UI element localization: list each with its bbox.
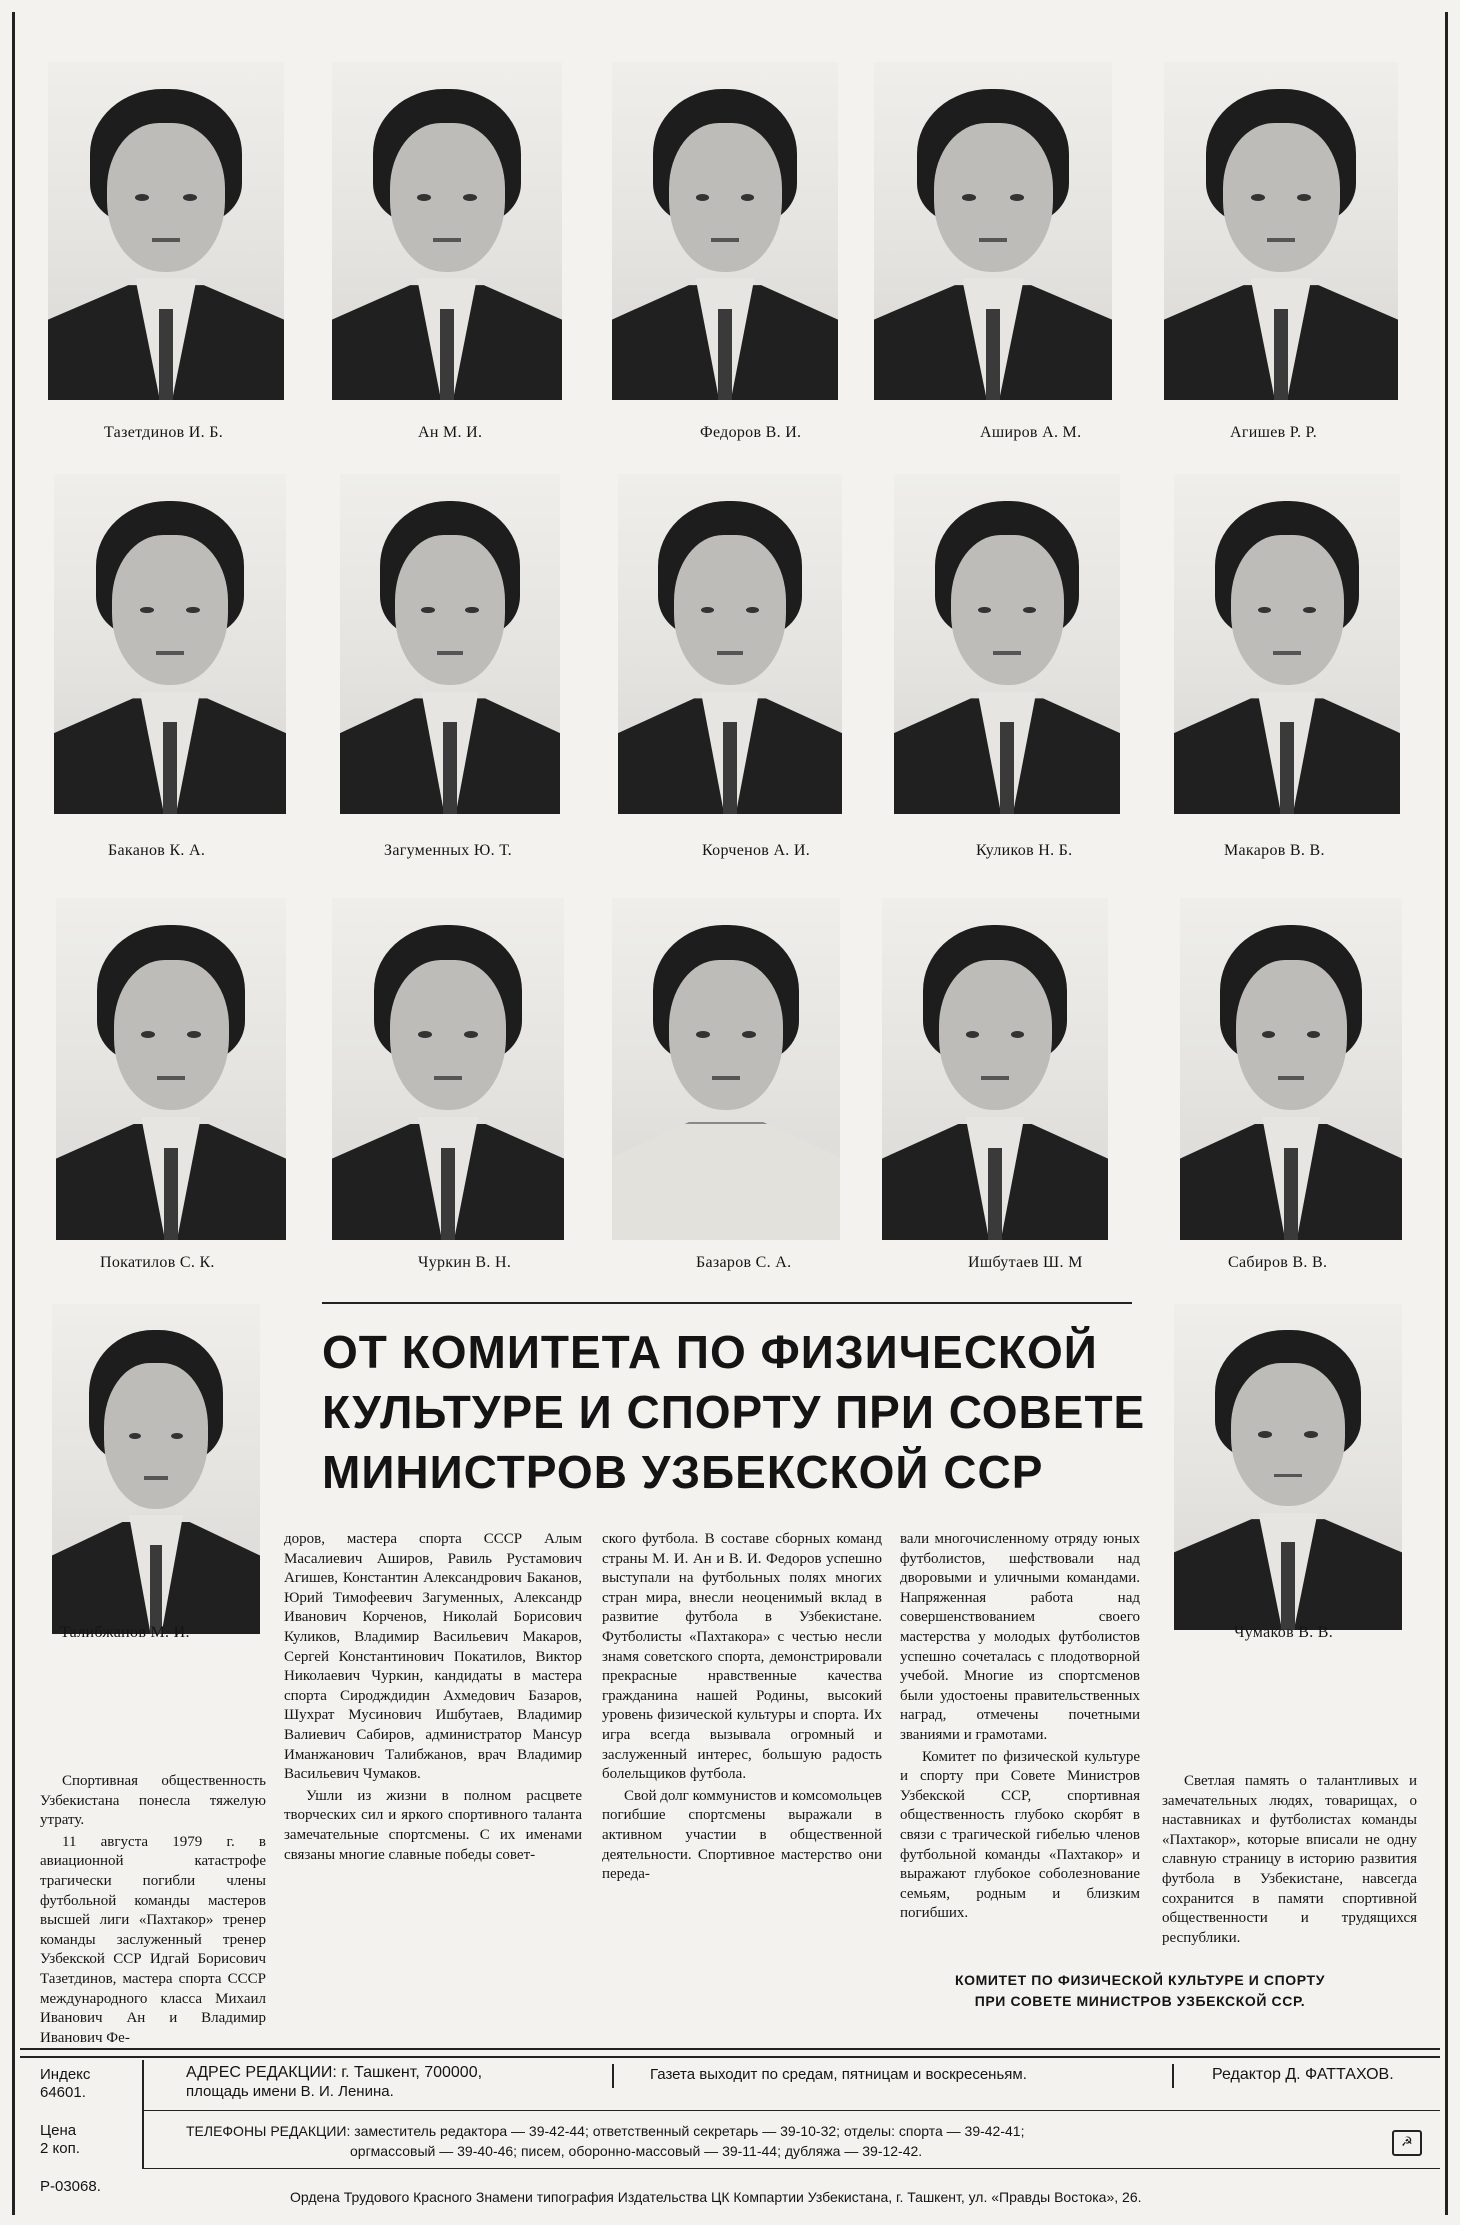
headline-line-3: МИНИСТРОВ УЗБЕКСКОЙ ССР: [322, 1446, 1044, 1498]
footer-divider: [612, 2064, 614, 2088]
article-column-2: [284, 1530, 582, 1867]
index-value: 64601.: [40, 2084, 86, 2101]
article-paragraph: ского футбола. В составе сборных команд страны М. И. Ан и В. И. Федоров успешно выступали на футбольных полях многих стран мира, внесли неоценимый вклад в развитие футбола в Узбекистане. Футболисты «Пахтакора» с честью несли знамя советского спорта, демонстрировали прекрасные нравственные качества гражданина нашей Родины, высокий уровень физической культуры и спорта. Их игра всегда вызывала огромный и заслуженный интерес, большую радость болельщиков футбола.: [602, 1531, 882, 1783]
portrait-caption: Агишев Р. Р.: [1230, 424, 1318, 441]
portrait-image: [1174, 474, 1400, 814]
portrait-photo: [1174, 1304, 1402, 1630]
portrait-image: [894, 474, 1120, 814]
article-paragraph: Ушли из жизни в полном расцвете творческих сил и яркого спортивного таланта замечательные спортсмены. С их именами связаны многие славные победы совет-: [284, 1787, 582, 1863]
portrait-photo: [48, 62, 284, 400]
signature-line-2: ПРИ СОВЕТЕ МИНИСТРОВ УЗБЕКСКОЙ ССР.: [974, 1993, 1306, 2009]
portrait-caption: Баканов К. А.: [108, 842, 206, 859]
portrait-caption: Сабиров В. В.: [1228, 1254, 1328, 1271]
portrait-photo: [874, 62, 1112, 400]
portrait-image: [1174, 1304, 1402, 1630]
footer-divider: [1172, 2064, 1174, 2088]
portrait-photo: [56, 898, 286, 1240]
portrait-photo: [332, 898, 564, 1240]
footer-top-rule-2: [20, 2056, 1440, 2058]
portrait-caption: Базаров С. А.: [696, 1254, 792, 1271]
article-column-1: [40, 1772, 266, 2050]
headline-line-1: ОТ КОМИТЕТА ПО ФИЗИЧЕСКОЙ: [322, 1326, 1098, 1378]
portrait-caption: Загуменных Ю. Т.: [384, 842, 512, 859]
portrait-caption: Тазетдинов И. Б.: [104, 424, 224, 441]
index-label: Индекс: [40, 2066, 91, 2083]
portrait-caption: Покатилов С. К.: [100, 1254, 215, 1271]
phones-line-2: оргмассовый — 39-40-46; писем, оборонно-массовый — 39-11-44; дубляжа — 39-12-42.: [350, 2143, 923, 2159]
footer-top-rule: [20, 2048, 1440, 2050]
address-line-1: АДРЕС РЕДАКЦИИ: г. Ташкент, 700000,: [186, 2064, 483, 2081]
portrait-photo: [618, 474, 842, 814]
article-paragraph: Свой долг коммунистов и комсомольцев погибшие спортсмены выражали в активном участии в общественной деятельности. Спортивное мастерство они переда-: [602, 1787, 882, 1883]
portrait-photo: [882, 898, 1108, 1240]
portrait-image: [1164, 62, 1398, 400]
portrait-image: [618, 474, 842, 814]
portrait-photo: [52, 1304, 260, 1634]
address-line-2: площадь имени В. И. Ленина.: [186, 2083, 394, 2100]
printer-line: Ордена Трудового Красного Знамени типография Издательства ЦК Компартии Узбекистана, г. Ташкент, ул. «Правды Востока», 26.: [290, 2189, 1142, 2205]
portrait-caption: Чумаков В. В.: [1234, 1624, 1334, 1641]
article-paragraph: доров, мастера спорта СССР Алым Масалиевич Аширов, Равиль Рустамович Агишев, Константин Александрович Баканов, Юрий Тимофеевич Загуменных, Александр Иванович Корченов, Николай Борисович Куликов, Владимир Васильевич Макаров, Сергей Константинович Покатилов, Виктор Николаевич Чуркин, кандидаты в мастера спорта Сиродждидин Ахмедович Базаров, Шухрат Мусинович Ишбутаев, Владимир Валиевич Сабиров, администратор Мансур Иманжанович Талибжанов, врач Владимир Васильевич Чумаков.: [284, 1531, 582, 1783]
portrait-photo: [612, 62, 838, 400]
schedule-text: Газета выходит по средам, пятницам и воскресеньям.: [650, 2066, 1027, 2083]
article-paragraph: 11 августа 1979 г. в авиационной катастрофе трагически погибли члены футбольной команды мастеров высшей лиги «Пахтакор» тренер команды заслуженный тренер Узбекской ССР Идгай Борисович Тазетдинов, мастера спорта СССР международного класса Михаил Иванович Ан и Владимир Иванович Фе-: [40, 1833, 266, 2046]
portrait-photo: [54, 474, 286, 814]
portrait-caption: Чуркин В. Н.: [418, 1254, 512, 1271]
portrait-image: [882, 898, 1108, 1240]
article-paragraph: вали многочисленному отряду юных футболистов, шефствовали над дворовыми и уличными командами. Напряженная работа над совершенствованием своего мастерства у молодых футболистов успешно сочеталась с плодотворной учебой. Многие из спортсменов были удостоены правительственных наград, отмечены почетными званиями и грамотами.: [900, 1531, 1140, 1743]
price-value: 2 коп.: [40, 2140, 80, 2157]
price-label: Цена: [40, 2122, 77, 2139]
portrait-caption: Корченов А. И.: [702, 842, 811, 859]
portrait-image: [612, 898, 840, 1240]
article-paragraph: Светлая память о талантливых и замечательных людях, товарищах, о наставниках и футболистах команды «Пахтакор», которые вписали не одну славную страницу в историю развития футбола в Узбекистане, навсегда сохранится в памяти спортивной общественности и трудящихся республики.: [1162, 1773, 1417, 1946]
article-column-5: [1162, 1772, 1417, 1950]
portrait-image: [332, 898, 564, 1240]
headline-line-2: КУЛЬТУРЕ И СПОРТУ ПРИ СОВЕТЕ: [322, 1386, 1146, 1438]
portrait-photo: [894, 474, 1120, 814]
phones-line-1: ТЕЛЕФОНЫ РЕДАКЦИИ: заместитель редактора — 39-42-44; ответственный секретарь — 39-10-32; отделы: спорта — 39-42-41;: [186, 2123, 1025, 2139]
print-code: Р-03068.: [40, 2178, 101, 2195]
article-signature: [880, 1970, 1400, 2012]
article-paragraph: Комитет по физической культуре и спорту при Совете Министров Узбекской ССР, спортивная общественность глубоко скорбят в связи с трагической гибелью членов футбольной команды «Пахтакор» и выражают глубокое соболезнование семьям, родным и близким погибших.: [900, 1748, 1140, 1922]
article-column-3: [602, 1530, 882, 1887]
portrait-photo: [1180, 898, 1402, 1240]
portrait-image: [1180, 898, 1402, 1240]
footer-mid-rule: [142, 2110, 1440, 2111]
portrait-caption: Ан М. И.: [418, 424, 483, 441]
article-headline: [322, 1322, 1146, 1502]
portrait-photo: [1174, 474, 1400, 814]
portrait-caption: Куликов Н. Б.: [976, 842, 1073, 859]
newspaper-emblem-icon: ☭: [1392, 2130, 1422, 2156]
article-paragraph: Спортивная общественность Узбекистана понесла тяжелую утрату.: [40, 1773, 266, 1829]
footer-divider: [142, 2060, 144, 2168]
portrait-caption: Федоров В. И.: [700, 424, 802, 441]
portrait-photo: [340, 474, 560, 814]
portrait-caption: Талибжанов М. И.: [60, 1624, 190, 1641]
article-column-4: [900, 1530, 1140, 1926]
footer-bottom-rule: [142, 2168, 1440, 2169]
portrait-caption: Ишбутаев Ш. М: [968, 1254, 1083, 1271]
portrait-caption: Аширов А. М.: [980, 424, 1082, 441]
editor-text: Редактор Д. ФАТТАХОВ.: [1212, 2066, 1394, 2083]
portrait-image: [54, 474, 286, 814]
portrait-image: [340, 474, 560, 814]
portrait-photo: [332, 62, 562, 400]
portrait-image: [612, 62, 838, 400]
portrait-image: [56, 898, 286, 1240]
portrait-caption: Макаров В. В.: [1224, 842, 1325, 859]
portrait-photo: [612, 898, 840, 1240]
signature-line-1: КОМИТЕТ ПО ФИЗИЧЕСКОЙ КУЛЬТУРЕ И СПОРТУ: [954, 1972, 1326, 1988]
portrait-image: [52, 1304, 260, 1634]
portrait-image: [332, 62, 562, 400]
portrait-image: [48, 62, 284, 400]
portrait-image: [874, 62, 1112, 400]
headline-rule: [322, 1302, 1132, 1304]
portrait-photo: [1164, 62, 1398, 400]
